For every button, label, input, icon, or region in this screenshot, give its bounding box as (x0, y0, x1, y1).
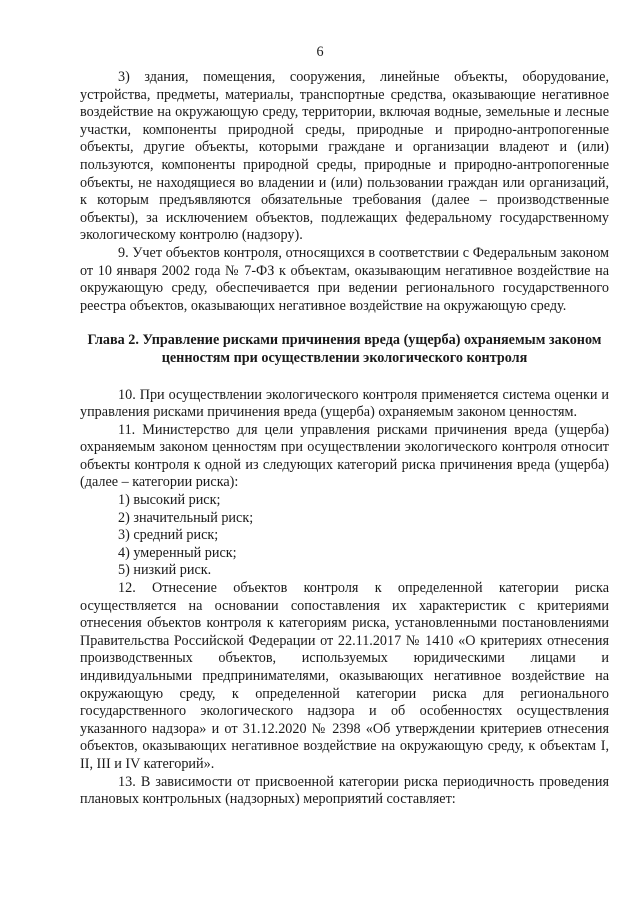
paragraph-9: 9. Учет объектов контроля, относящихся в соответствии с Федеральным законом от 10 января 2002 года № 7-ФЗ к объектам, оказывающим негативное воздействие на окружающую среду, обеспечивается при ведении регионального государственного реестра объектов, оказывающих негативное воздействие на окружающую среду. (80, 244, 609, 314)
paragraph-10: 10. При осуществлении экологического контроля применяется система оценки и управления рисками причинения вреда (ущерба) охраняемым законом ценностям. (80, 386, 609, 421)
risk-category-list (80, 492, 609, 580)
list-item-moderate-risk: 4) умеренный риск; (118, 544, 237, 561)
list-item-high-risk: 1) высокий риск; (118, 492, 221, 509)
paragraph-13: 13. В зависимости от присвоенной категории риска периодичность проведения плановых контрольных (надзорных) мероприятий составляет: (80, 773, 609, 808)
paragraph-11: 11. Министерство для цели управления рисками причинения вреда (ущерба) охраняемым законом ценностям при осуществлении экологического контроля относит объекты контроля к одной из следующих категорий риска причинения вреда (ущерба) (далее – категории риска): (80, 421, 609, 491)
list-item-significant-risk: 2) значительный риск; (118, 509, 254, 526)
document-body (80, 69, 609, 809)
chapter-heading: Глава 2. Управление рисками причинения вреда (ущерба) охраняемым законом ценностям при осуществлении экологического контроля (87, 332, 602, 366)
list-item-low-risk: 5) низкий риск. (118, 562, 212, 579)
page-number: 6 (316, 44, 324, 60)
list-item-medium-risk: 3) средний риск; (118, 527, 219, 544)
paragraph-12: 12. Отнесение объектов контроля к определенной категории риска осуществляется на основании сопоставления их характеристик с критериями отнесения объектов контроля к категориям риска, установленными постановлениями Правительства Российской Федерации от 22.11.2017 № 1410 «О критериях отнесения производственных объектов, используемых юридическими лицами и индивидуальными предпринимателями, оказывающих негативное воздействие на окружающую среду, к определенной категории риска для регионального государственного экологического надзора и об особенностях осуществления указанного надзора» и от 31.12.2020 № 2398 «Об утверждении критериев отнесения объектов, оказывающих негативное воздействие на окружающую среду, к объектам I, II, III и IV категорий». (80, 580, 609, 772)
paragraph-item-3: 3) здания, помещения, сооружения, линейные объекты, оборудование, устройства, предметы, материалы, транспортные средства, оказывающие негативное воздействие на окружающую среду, территории, включая водные, земельные и лесные участки, компоненты природной среды, природные и природно-антропогенные объекты, другие объекты, которыми граждане и организации владеют и (или) пользуются, компоненты природной среды, природные и природно-антропогенные объекты, не находящиеся во владении и (или) пользовании граждан или организаций, к которым предъявляются обязательные требования (далее – производственные объекты), за исключением объектов, подлежащих федеральному государственному экологическому контролю (надзору). (80, 69, 609, 244)
